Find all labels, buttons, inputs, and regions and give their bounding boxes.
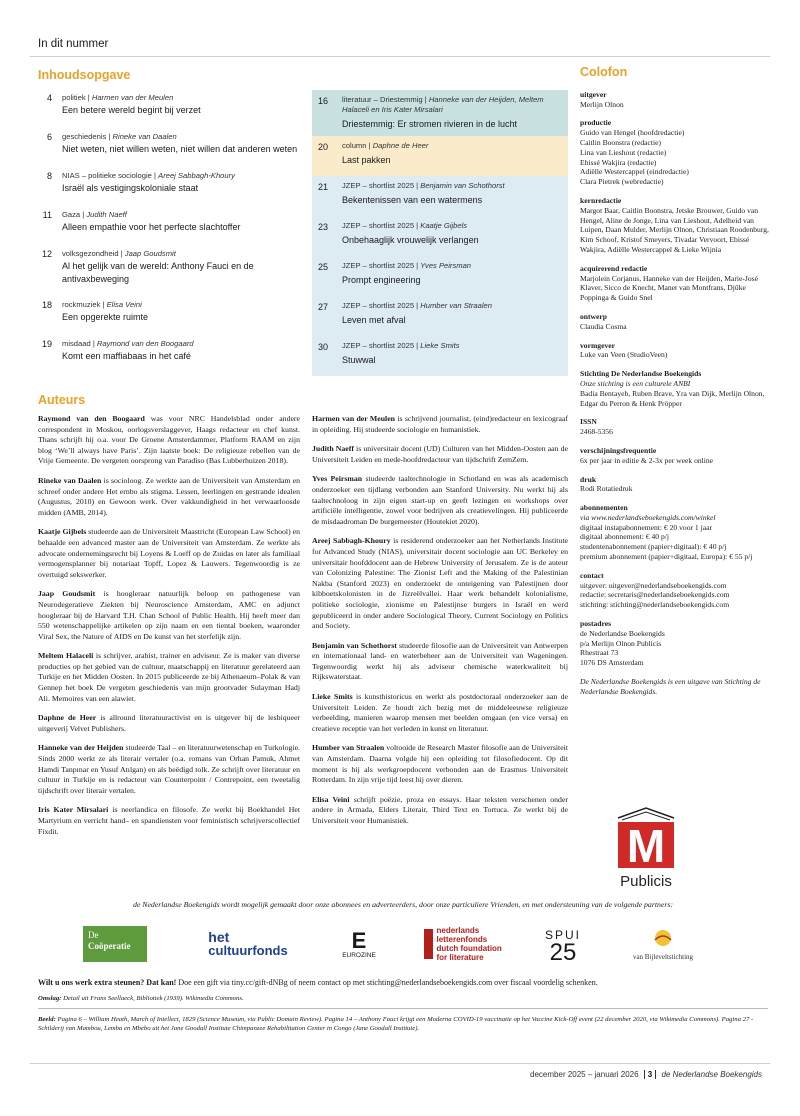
author-bio [312, 474, 568, 527]
colofon-section-head: ISSN [580, 417, 597, 427]
toc-author: Kaatje Gijbels [420, 221, 468, 230]
colofon-sections [580, 90, 770, 697]
author-name: Benjamin van Schothorst [312, 640, 397, 650]
toc-category: JZEP – shortlist 2025 | Yves Peirsman [342, 261, 472, 270]
toc-page-number: 20 [318, 142, 329, 152]
colofon-line: via www.nederlandseboekengids.com/winkel [580, 512, 716, 522]
toc-category: volksgezondheid | Jaap Goudsmit [62, 249, 176, 258]
author-bio [312, 641, 568, 683]
top-bar [0, 0, 800, 60]
colofon-line: p/a Merlijn Olnon Publicis [580, 638, 662, 648]
colofon-section-head: postadres [580, 619, 612, 629]
author-name: Jaap Goudsmit [38, 589, 96, 599]
author-text: is schrijvend journalist, (eind)redacteur en lexicograaf in opleiding. Hij studeerde sociologie en humanistiek. [312, 414, 568, 434]
toc-page-number: 18 [41, 300, 52, 310]
letterenfonds-line2: dutch foundation for literature [436, 944, 502, 962]
author-text: is universitair docent (UD) Culturen van het Midden-Oosten aan de Universiteit Leiden en mede-hoofdredacteur van tijdschrift ZemZem. [312, 444, 568, 464]
author-text: is kunsthistoricus en werkt als postdoctoraal onderzoeker aan de Universiteit Leiden. Ze houdt zich bezig met de middeleeuwse religieuze verbeelding, manieren waarop mensen met beelden omgaan (en vice versa) en creatieve receptie van het verleden in kunst en literatuur. [312, 692, 568, 733]
colofon-section [580, 475, 770, 495]
toc-author: Hanneke van der Heijden, Meltem Halaceli en Iris Kater Mirsalari [342, 95, 544, 114]
auteurs-left-column [38, 414, 300, 846]
author-bio [38, 651, 300, 704]
spui25-line1: SPUI [544, 928, 581, 942]
toc-category: JZEP – shortlist 2025 | Benjamin van Schothorst [342, 181, 505, 190]
toc-category-name: JZEP – shortlist 2025 [342, 301, 415, 310]
toc-category-name: politiek [62, 93, 86, 102]
author-text: studeerde taaltechnologie in Schotland en was als academisch onderzoeker een tijdlang verbonden aan Stanford University. Nu werkt hij als taaltechnoloog in zijn eigen start-up en geeft lezingen en workshops over artificiële intelligentie, zowel voor bedrijven als creatievelingen. Hij publiceerde de misdaadroman De burgemeester (Houtekiet 2020). [312, 474, 568, 526]
colofon-section-head: vormgever [580, 340, 615, 350]
credit-divider [38, 1008, 768, 1009]
page-footer [530, 1070, 762, 1079]
toc-author: Raymond van den Boogaard [96, 339, 194, 348]
cultuurfonds-line1: het [208, 929, 230, 945]
toc-article-title: Prompt engineering [342, 275, 421, 285]
toc-category-name: column [342, 141, 367, 150]
toc-entry [62, 248, 308, 286]
toc-article-title: Leven met afval [342, 315, 406, 325]
colofon-section [580, 264, 770, 303]
colofon-line: De Nederlandse Boekengids is een uitgave van Stichting de Nederlandse Boekengids. [580, 677, 761, 696]
page-number: 3 [644, 1070, 656, 1079]
author-text: voltooide de Research Master filosofie aan de Universiteit van Amsterdam. Daarna volgde hij een opleiding tot filosofiedocent. Op dit moment is hij als werkgroepdocent verbonden aan de Erasmus Universiteit Rotterdam. In zijn vrije tijd leest hij over dieren. [312, 743, 569, 785]
colofon-line: Clara Pietrek (webredactie) [580, 177, 664, 187]
author-text: is socioloog. Ze werkte aan de Universiteit van Amsterdam en schreef onder andere Het ernbo als stigma. Lessen, leerlingen en gestrande idealen (Augustus, 2010) en Gewoon werk. Over vakkundigheid in het verwaarloosde midden (AMB, 2014). [38, 475, 300, 517]
colofon-line: 2468-5356 [580, 427, 613, 437]
author-bio [38, 713, 300, 734]
colofon-section-head: kernredactie [580, 195, 622, 205]
image-credits: Beeld: Pagina 6 – William Heath, March of Intellect, 1829 (Science Museum, via Public Domain Review). Pagina 14 – Anthony Fauci krijgt een Moderna COVID-19 vaccinatie op het Vaccine Kick-Off event (22 december 2020, via Wikimedia Commons). Pagina 27 - Schilderij van Mambou, Lemba en Mbebo uit het Jane Goodall Institute Chimpanzee Rehabilitation Center in Congo (Jane Goodall Institute). [38, 1016, 754, 1032]
toc-category-name: NIAS – politieke sociologie [62, 171, 152, 180]
author-bio [312, 692, 568, 734]
toc-article-title: Bekentenissen van een watermens [342, 195, 483, 205]
toc-left-list [38, 92, 308, 377]
letterenfonds-line1: nederlands letterenfonds [436, 926, 488, 944]
colofon-line: Marjolein Corjanus, Hanneke van der Heijden, Marie-José Klaver, Sicco de Knecht, Manet van Montfrans, Djûke Poppinga & Guido Snel [580, 273, 758, 303]
toc-article-title: Stuwwal [342, 355, 376, 365]
toc-entry [342, 181, 562, 210]
publicis-logo-graphic [604, 800, 688, 892]
colofon-line: Lina van Lieshout (redactie) [580, 147, 667, 157]
toc-page-number: 23 [318, 222, 329, 232]
toc-page-number: 11 [42, 210, 52, 220]
toc-entry [342, 261, 562, 290]
colofon-line: uitgever: uitgever@nederlandseboekengids.com [580, 580, 727, 590]
toc-author: Daphne de Heer [372, 141, 429, 150]
author-text: studeerde filosofie aan de Universiteit van Antwerpen en internationaal land- en waterbeheer aan de Universiteit van Wageningen. Tegenwoordig werkt hij als adviseur chemische waterkwaliteit bij Rijkswaterstaat. [312, 640, 568, 682]
auteurs-heading: Auteurs [38, 393, 86, 407]
eurozine-logo [334, 922, 384, 966]
sponsor-logos [38, 922, 768, 972]
author-text: studeerde Taal – en literatuurwetenschap en Turkologie. Sinds 2000 werkt ze als literair vertaler (o.a. romans van Orhan Pamuk, Ahmet Hamdi Tanpınar en Yusuf Atılgan) en als beëdigd tolk. Ze schrijft over literatuur en cultuur in Turkije en is redacteur van Counterpoint / Contrepoint, een tweetalig tijdschrift over literair vertalen. [38, 743, 300, 795]
toc-item-highlight[interactable] [312, 136, 568, 176]
bijleveltstichting-logo [618, 922, 708, 966]
cover-credit: Omslag: Detail uit Frans Seellaeck, Bibliotiek (1939). Wikimedia Commons. [38, 995, 244, 1002]
toc-author: Harmen van der Meulen [91, 93, 174, 102]
colofon-section-head: Stichting De Nederlandse Boekengids [580, 369, 702, 379]
toc-page-number: 6 [46, 132, 52, 142]
colofon-section-head: acquirerend redactie [580, 263, 648, 273]
auteurs-right-column [312, 414, 568, 836]
toc-item[interactable] [38, 92, 308, 117]
colofon-section [580, 90, 770, 110]
cooperatie-line1: De [88, 930, 99, 940]
toc-item[interactable] [38, 131, 308, 156]
toc-item-highlight[interactable] [312, 176, 568, 216]
toc-article-title: Israël als vestigingskoloniale staat [62, 183, 199, 193]
colofon-section-head: abonnementen [580, 503, 628, 513]
colofon-line: Ebissé Wakjira (redactie) [580, 157, 657, 167]
author-text: is schrijver, arabist, trainer en adviseur. Ze is maker van diverse producties op het gebied van de cultuur, maatschappij en literatuur gerelateerd aan Turkije en het Midden Oosten. In 2015 publiceerde ze bij Athenaeum–Polak & van Gennep het boek De vergeten geschiedenis van mijn grootvader Sulayman Hadj Ali. Memoires van een alawiet. [38, 651, 300, 703]
toc-article-title: Een opgerekte ruimte [62, 312, 149, 322]
author-bio [38, 743, 300, 796]
colofon-section-head: verschijningsfrequentie [580, 445, 657, 455]
toc-author: Yves Peirsman [420, 261, 472, 270]
author-name: Hanneke van der Heijden [38, 743, 124, 753]
logo-letter: M [626, 820, 666, 872]
toc-page-number: 12 [41, 249, 52, 259]
colofon-section [580, 503, 770, 562]
toc-category: JZEP – shortlist 2025 | Humber van Straalen [342, 301, 493, 310]
spui25-logo [538, 922, 588, 966]
publicis-logo [604, 800, 688, 892]
toc-article-title: Onbehaaglijk vrouwelijk verlangen [342, 235, 479, 245]
toc-article-title: Niet weten, niet willen weten, niet willen dat anderen weten [62, 144, 298, 154]
author-name: Raymond van den Boogaard [38, 414, 145, 423]
author-bio [38, 476, 300, 518]
toc-item-highlight[interactable] [312, 256, 568, 296]
eurozine-word: EUROZINE [342, 951, 376, 959]
toc-item[interactable] [38, 299, 308, 324]
support-call: Wilt u ons werk extra steunen? Dat kan! Doe een gift via tiny.cc/gift-dNBg of neem contact op met stichting@nederlandseboekengids.com over fiscaal voordelig schenken. [38, 978, 598, 987]
author-bio [312, 536, 568, 631]
toc-author: Judith Naeff [86, 210, 127, 219]
author-name: Meltem Halaceli [38, 651, 94, 661]
colofon-line: 6x per jaar in editie & 2-3x per week online [580, 455, 714, 465]
colofon-line: digitaal abonnement: € 40 p/j [580, 532, 669, 542]
author-name: Harmen van der Meulen [312, 414, 396, 423]
toc-category-name: JZEP – shortlist 2025 [342, 181, 415, 190]
toc-right-list [312, 90, 568, 376]
colofon-heading: Colofon [580, 65, 628, 79]
toc-category: literatuur – Driestemmig | Hanneke van der Heijden, Meltem Halaceli en Iris Kater Mirsalari [342, 95, 544, 114]
author-name: Humber van Straalen [312, 743, 385, 753]
section-label: In dit nummer [38, 38, 109, 50]
top-divider [30, 56, 770, 57]
letterenfonds-logo [422, 922, 512, 966]
cooperatie-logo [78, 922, 152, 966]
toc-page-number: 4 [46, 93, 52, 103]
toc-item-highlight[interactable] [312, 296, 568, 336]
logo-word: Publicis [620, 873, 672, 890]
author-bio [312, 414, 568, 435]
bijlevelt-name: van Bijleveltstichting [632, 952, 694, 961]
colofon-line: Badia Bentayeb, Ruben Brave, Yra van Dijk, Merlijn Olnon, Edgar du Perron & Henk Pröpper [580, 388, 765, 408]
author-name: Lieke Smits [312, 692, 353, 702]
toc-category-name: JZEP – shortlist 2025 [342, 221, 415, 230]
toc-category: JZEP – shortlist 2025 | Lieke Smits [342, 341, 460, 350]
author-name: Daphne de Heer [38, 713, 97, 723]
author-text: was voor NRC Handelsblad onder andere correspondent in Moskou, oorlogsverslaggever, Haags redacteur en chef kunst. Thans schrijft hij o.a. voor De Groene Amsterdammer, Platform RAAM en zijn blog ‘We’ll always have Paris’. Zijn laatste boek: De religieuze rebellen van de Vrije Gemeente. De vergeten oorsprong van Paradiso (Bas Lubberhuizen 2018). [38, 414, 300, 466]
colofon-section [580, 571, 770, 610]
toc-category-name: Gaza [62, 210, 81, 219]
author-name: Yves Peirsman [312, 474, 363, 484]
author-bio [312, 444, 568, 465]
colofon-line: Caitlin Boonstra (redactie) [580, 137, 661, 147]
colofon-line: Adiëlle Westercappel (eindredactie) [580, 167, 689, 177]
toc-entry [62, 338, 308, 363]
toc-item[interactable] [38, 338, 308, 363]
author-text: is neerlandica en filosofe. Ze werkt bij Boekhandel Het Martyrium en verricht hand– en spandiensten voor feministisch schrijverscollectief Fixdit. [38, 805, 300, 836]
colofon-line: Rodi Rotatiedruk [580, 484, 633, 494]
toc-entry [62, 209, 308, 234]
colofon-section [580, 312, 770, 332]
author-name: Kaatje Gijbels [38, 527, 87, 537]
colofon-line: studentenabonnement (papier+digitaal): € 40 p/j [580, 542, 727, 552]
toc-item[interactable] [38, 170, 308, 195]
author-bio [312, 743, 568, 785]
toc-category-name: geschiedenis [62, 132, 107, 141]
footer-date: december 2025 – januari 2026 [530, 1070, 639, 1079]
toc-article-title: Al het gelijk van de wereld: Anthony Fauci en de antivaxbeweging [62, 261, 254, 284]
toc-item-highlight[interactable] [312, 336, 568, 376]
colofon-section-head: productie [580, 118, 612, 128]
toc-category: column | Daphne de Heer [342, 141, 429, 150]
toc-item-highlight[interactable] [312, 90, 568, 136]
toc-category: geschiedenis | Rineke van Daalen [62, 132, 177, 141]
toc-category-name: volksgezondheid [62, 249, 119, 258]
toc-entry [62, 170, 308, 195]
colofon-line: Onze stichting is een culturele ANBI [580, 378, 691, 388]
toc-category-name: rockmuziek [62, 300, 101, 309]
toc-entry [62, 131, 308, 156]
author-text: is hoogleraar natuurlijk beloop en pathogenese van Neurodegeratieve Ziekten bij Neuroscience Amsterdam, AMC en adjunct hoogleraar bij de Harvard T.H. Chan School of Public Health. Hij heeft meer dan 550 wetenschappelijke artikelen op zijn naam en een tiental boeken, waaronder Viral Sex, the Nature of AIDS en De kunst van het sterfelijk zijn. [38, 589, 300, 641]
colofon-section-head: contact [580, 570, 604, 580]
author-text: schrijft poëzie, proza en essays. Haar teksten verschenen onder andere in Armada, Elders Literair, Third Text en Tortuca. Ze werkt bij de Universiteit voor Humanistiek. [312, 794, 569, 825]
colofon-line: de Nederlandse Boekengids [580, 628, 665, 638]
cultuurfonds-logo [198, 922, 298, 966]
colofon-section [580, 677, 770, 697]
colofon-section-head: uitgever [580, 89, 607, 99]
colofon-line: premium abonnement (papier+digitaal, Europa): € 55 p/j [580, 552, 753, 562]
toc-article-title: Driestemmig: Er stromen rivieren in de lucht [342, 119, 518, 129]
toc-category: NIAS – politieke sociologie | Areej Sabbagh-Khoury [62, 171, 235, 180]
toc-category-name: misdaad [62, 339, 91, 348]
eurozine-mark: E [351, 927, 367, 953]
toc-author: Elisa Veini [106, 300, 142, 309]
toc-category: politiek | Harmen van der Meulen [62, 93, 174, 102]
toc-article-title: Een betere wereld begint bij verzet [62, 105, 201, 115]
toc-page-number: 8 [46, 171, 52, 181]
colofon-section [580, 196, 770, 255]
cooperatie-line2: Coöperatie [88, 941, 131, 951]
toc-author: Areej Sabbagh-Khoury [158, 171, 235, 180]
author-name: Iris Kater Mirsalari [38, 805, 109, 815]
toc-heading: Inhoudsopgave [38, 68, 131, 82]
colofon-section [580, 369, 770, 408]
toc-entry [342, 341, 562, 370]
toc-page-number: 30 [318, 342, 329, 352]
toc-page-number: 21 [318, 182, 329, 192]
toc-entry [342, 141, 562, 170]
colofon-section [580, 417, 770, 437]
author-text: is residerend onderzoeker aan het Netherlands Institute for Advanced Study (NIAS), universitair docent sociologie aan UC Berkeley en universitair hoofddocent aan de Hebrew University of Jerusalem. Ze is de auteur van Colonizing Palestine: The Zionist Left and the Making of the Palestinian Nakba (Stanford 2023) en onderzoekt de onteigening van Palestijnen door kibboetskolonisten in de Jizreëlvallei. Haar werk behandelt kolonialisme, politieke sociologie, zionisme en Palestijnse burgers in Israël en werd gepubliceerd in onder andere Sociological Theory, Current Sociology en Politics and Society. [312, 536, 568, 631]
toc-entry [342, 221, 562, 250]
toc-author: Lieke Smits [420, 341, 460, 350]
author-bio [38, 805, 300, 837]
colofon-section-head: druk [580, 474, 597, 484]
toc-category: misdaad | Raymond van den Boogaard [62, 339, 194, 348]
toc-article-title: Komt een maffiabaas in het café [62, 351, 191, 361]
toc-entry [62, 92, 308, 117]
author-text: studeerde aan de Universiteit Maastricht (European Law School) en behaalde een advanced master aan de Universiteit van Amsterdam. Ze werkte als advocate ondernemingsrecht bij Loyens & Loeff op de Zuidas en later als familiaal vermogensplanner bij notariaat Topff, Lopez & Lauwers. Tegenwoordig is ze overtuigd sekswerker. [38, 527, 300, 579]
toc-page-number: 19 [41, 339, 52, 349]
toc-category: JZEP – shortlist 2025 | Kaatje Gijbels [342, 221, 468, 230]
toc-category: rockmuziek | Elisa Veini [62, 300, 142, 309]
colofon-line: 1076 DS Amsterdam [580, 658, 644, 668]
bijlevelt-icon [649, 928, 677, 948]
toc-item-highlight[interactable] [312, 216, 568, 256]
colofon-section [580, 446, 770, 466]
author-name: Judith Naeff [312, 444, 354, 454]
toc-entry [62, 299, 308, 324]
author-bio [38, 414, 300, 467]
footer-divider [30, 1063, 770, 1064]
toc-page-number: 25 [318, 262, 329, 272]
toc-author: Rineke van Daalen [112, 132, 177, 141]
colofon-section [580, 341, 770, 361]
colofon-line: Claudia Cosma [580, 321, 627, 331]
toc-entry [342, 95, 562, 130]
author-bio [312, 795, 568, 827]
toc-entry [342, 301, 562, 330]
colofon [580, 65, 770, 706]
toc-author: Humber van Straalen [420, 301, 493, 310]
cultuurfonds-line2: cultuurfonds [208, 943, 288, 958]
author-name: Areej Sabbagh-Khoury [312, 536, 391, 546]
toc-category-name: literatuur – Driestemmig [342, 95, 423, 104]
colofon-section-head: ontwerp [580, 311, 607, 321]
colofon-section [580, 118, 770, 187]
colofon-line: Luke van Veen (StudioVeen) [580, 350, 668, 360]
toc-article-title: Alleen empathie voor het perfecte slachtoffer [62, 222, 241, 232]
spui25-line2: 25 [549, 939, 577, 966]
colofon-line: Merlijn Olnon [580, 99, 624, 109]
colofon-line: stichting: stichting@nederlandseboekengids.com [580, 600, 730, 610]
colofon-line: Guido van Hengel (hoofdredactie) [580, 128, 685, 138]
author-name: Rineke van Daalen [38, 475, 102, 485]
author-name: Elisa Veini [312, 794, 350, 804]
toc-category-name: JZEP – shortlist 2025 [342, 341, 415, 350]
colofon-line: Rhestraat 73 [580, 648, 619, 658]
colofon-line: digitaal instapabonnement: € 20 voor 1 jaar [580, 522, 713, 532]
colofon-line: Margot Baar, Caitlin Boonstra, Jetske Brouwer, Guido van Hengel, Aline de Jonge, Lina van Lieshout, Adelheid van Luipen, Daan Mulder, Merlijn Olnon, Christiaan Roodenburg, Kim Schoof, Kristof Smeyers, Tivadar Vervoort, Ebissé Wakjira, Adiëlle Westercappel & Lieke Wijnia [580, 205, 769, 254]
colofon-line: redactie: secretaris@nederlandseboekengids.com [580, 590, 730, 600]
toc-page-number: 27 [318, 302, 329, 312]
author-text: is allround literatuuractivist en is uitgever bij de lesbiqueer uitgeverij Velvet Publishers. [38, 713, 301, 733]
toc-category-name: JZEP – shortlist 2025 [342, 261, 415, 270]
footer-publication: de Nederlandse Boekengids [661, 1070, 762, 1079]
toc-item[interactable] [38, 248, 308, 286]
author-bio [38, 589, 300, 642]
toc-item[interactable] [38, 209, 308, 234]
toc-article-title: Last pakken [342, 155, 391, 165]
author-bio [38, 527, 300, 580]
colofon-section [580, 619, 770, 668]
toc-category: Gaza | Judith Naeff [62, 210, 127, 219]
sponsor-intro: de Nederlandse Boekengids wordt mogelijk gemaakt door onze abonnees en adverteerders, door onze particuliere Vrienden, en met ondersteuning van de volgende partners: [132, 900, 674, 909]
toc-author: Benjamin van Schothorst [420, 181, 505, 190]
toc-author: Jaap Goudsmit [124, 249, 176, 258]
toc-page-number: 16 [318, 96, 329, 106]
